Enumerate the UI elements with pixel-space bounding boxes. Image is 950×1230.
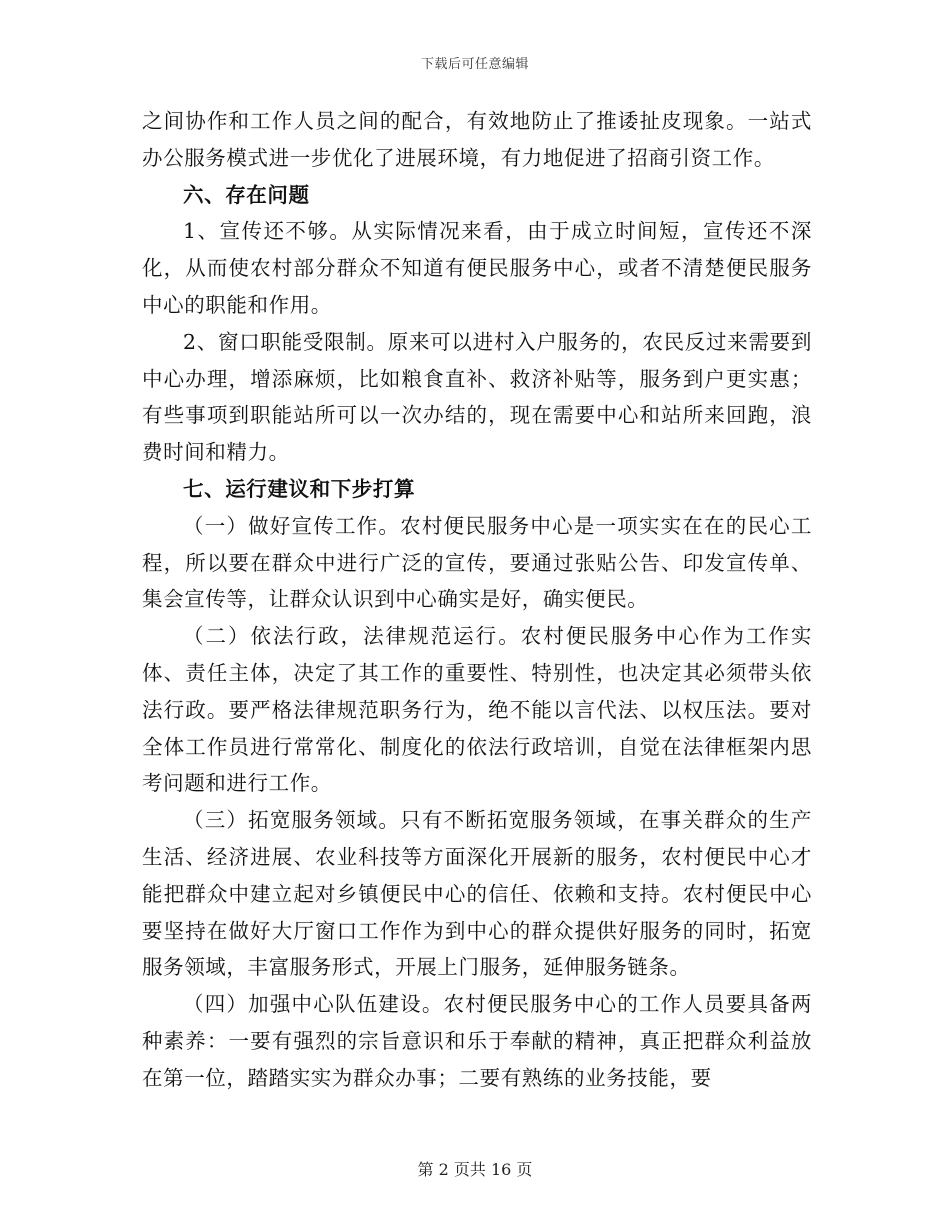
paragraph-issue-1: 1、宣传还不够。从实际情况来看，由于成立时间短，宣传还不深化，从而使农村部分群众不知道有便民服务中心，或者不清楚便民服务中心的职能和作用。 — [142, 219, 812, 317]
page-number-footer: 第 2 页共 16 页 — [417, 1160, 533, 1179]
paragraph-suggestion-4: （四）加强中心队伍建设。农村便民服务中心的工作人员要具备两种素养：一要有强烈的宗旨意识和乐于奉献的精神，真正把群众利益放在第一位，踏踏实实为群众办事；二要有熟练的业务技能，要 — [142, 992, 812, 1090]
paragraph-suggestion-3: （三）拓宽服务领域。只有不断拓宽服务领域，在事关群众的生产生活、经济进展、农业科技等方面深化开展新的服务，农村便民中心才能把群众中建立起对乡镇便民中心的信任、依赖和支持。农村便民中心要坚持在做好大厅窗口工作作为到中心的群众提供好服务的同时，拓宽服务领域，丰富服务形式，开展上门服务，延伸服务链条。 — [142, 808, 812, 980]
document-body — [142, 103, 812, 1097]
paragraph-suggestion-1: （一）做好宣传工作。农村便民服务中心是一项实实在在的民心工程，所以要在群众中进行广泛的宣传，要通过张贴公告、印发宣传单、集会宣传等，让群众认识到中心确实是好，确实便民。 — [142, 513, 812, 612]
section-heading-7: 七、运行建议和下步打算 — [183, 476, 416, 501]
section-heading-6: 六、存在问题 — [183, 182, 310, 207]
paragraph-continued: 之间协作和工作人员之间的配合，有效地防止了推诿扯皮现象。一站式办公服务模式进一步优化了进展环境，有力地促进了招商引资工作。 — [142, 109, 812, 170]
paragraph-issue-2: 2、窗口职能受限制。原来可以进村入户服务的，农民反过来需要到中心办理，增添麻烦，比如粮食直补、救济补贴等，服务到户更实惠；有些事项到职能站所可以一次办结的，现在需要中心和站所来回跑，浪费时间和精力。 — [142, 329, 812, 465]
header-note: 下载后可任意编辑 — [420, 57, 529, 72]
paragraph-suggestion-2: （二）依法行政，法律规范运行。农村便民服务中心作为工作实体、责任主体，决定了其工作的重要性、特别性，也决定其必须带头依法行政。要严格法律规范职务行为，绝不能以言代法、以权压法。要对全体工作员进行常常化、制度化的依法行政培训，自觉在法律框架内思考问题和进行工作。 — [142, 624, 812, 796]
